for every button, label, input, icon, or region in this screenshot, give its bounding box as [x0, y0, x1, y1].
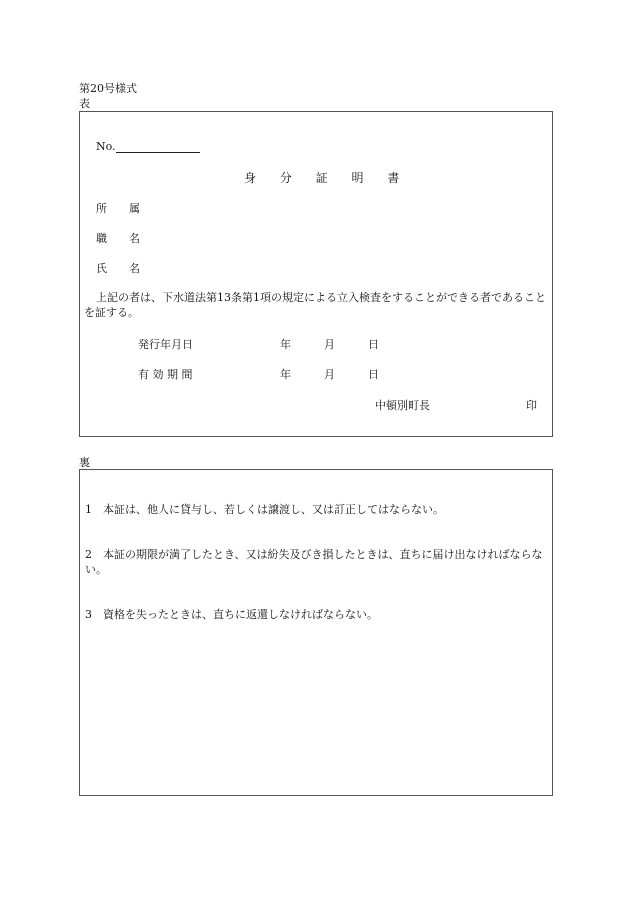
back-label: 裏 [79, 456, 90, 469]
title-char: 身 [244, 171, 257, 185]
note-text: 本証は、他人に貸与し、若しくは譲渡し、又は訂正してはならない。 [103, 503, 444, 516]
valid-period-label: 有 効 期 間 [138, 368, 193, 381]
note-number: 3 [85, 608, 92, 621]
valid-day: 日 [368, 368, 379, 381]
note-item [85, 607, 547, 622]
front-label: 表 [79, 97, 90, 110]
title-char: 明 [351, 171, 364, 185]
valid-year: 年 [280, 368, 291, 381]
number-field [96, 140, 200, 153]
field-title: 職 名 [96, 232, 140, 245]
front-card [79, 111, 553, 437]
seal-mark: 印 [526, 399, 537, 412]
note-number: 2 [85, 548, 92, 561]
title-char: 書 [387, 171, 400, 185]
certification-statement: 上記の者は、下水道法第13条第1項の規定による立入検査をすることができる者であることを証する。 [84, 291, 546, 319]
title-char: 証 [315, 171, 328, 185]
issue-month: 月 [324, 338, 335, 351]
note-item [85, 547, 551, 577]
issue-year: 年 [280, 338, 291, 351]
note-text: 本証の期限が満了したとき、又は紛失及びき損したときは、直ちに届け出なければならない。 [85, 548, 543, 576]
back-card [79, 469, 553, 796]
number-line [116, 141, 200, 153]
valid-month: 月 [324, 368, 335, 381]
issue-day: 日 [368, 338, 379, 351]
document-title [244, 169, 419, 186]
note-text: 資格を失ったときは、直ちに返還しなければならない。 [103, 608, 378, 621]
field-affiliation: 所 属 [96, 202, 140, 215]
field-name: 氏 名 [96, 262, 140, 275]
issue-date-label: 発行年月日 [138, 338, 193, 351]
number-label: No. [96, 140, 116, 153]
issuer: 中頓別町長 [375, 399, 430, 412]
note-number: 1 [85, 503, 92, 516]
note-item [85, 502, 547, 517]
title-char: 分 [279, 171, 292, 185]
form-number: 第20号様式 [79, 82, 137, 95]
